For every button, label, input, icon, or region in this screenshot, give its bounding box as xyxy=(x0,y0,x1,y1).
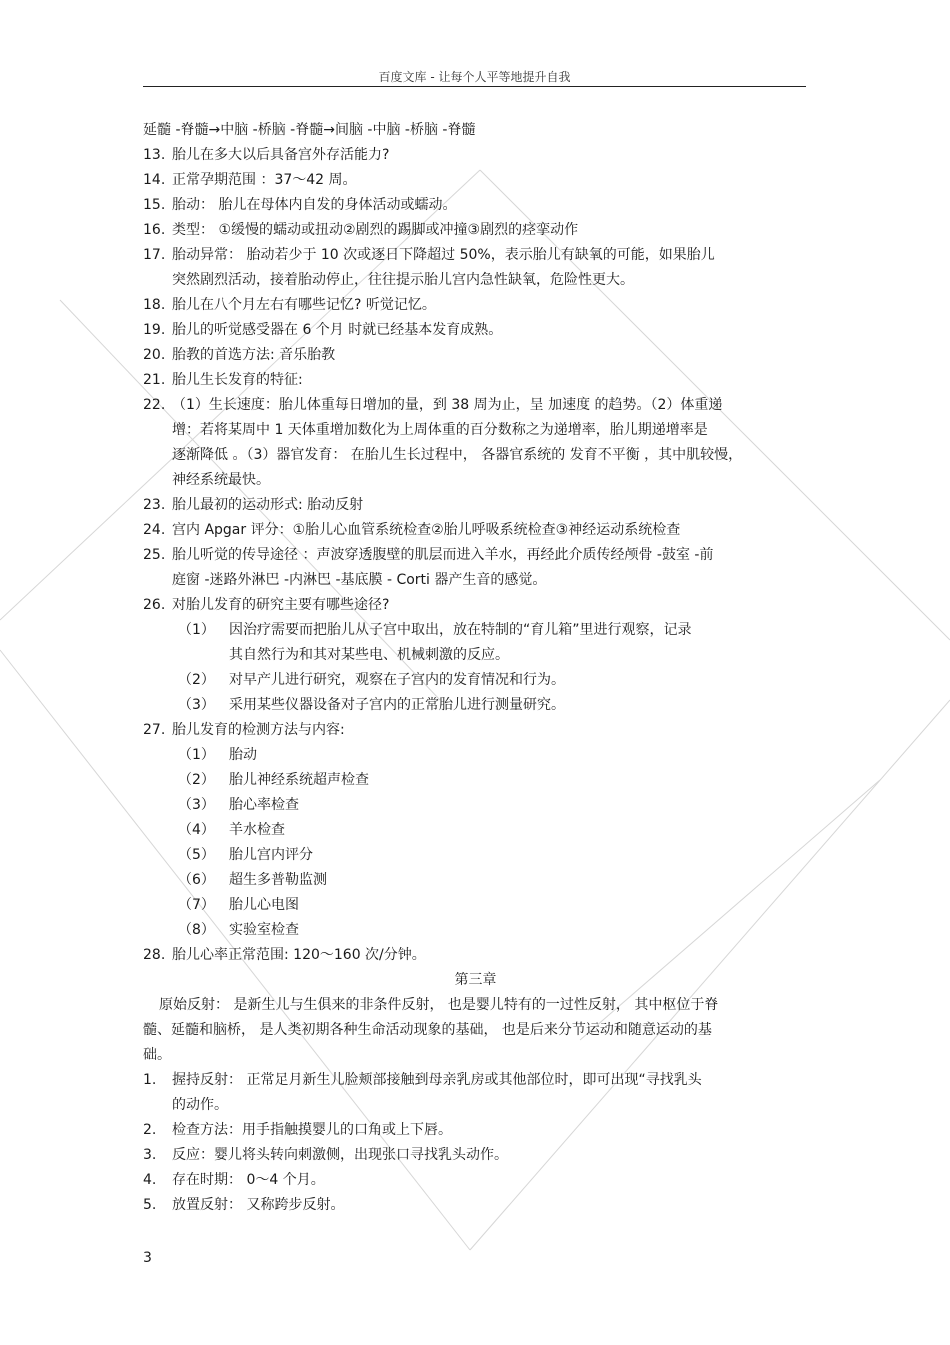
sub-list-item xyxy=(143,818,808,843)
list-item xyxy=(143,518,808,543)
sub-item-number: （4） xyxy=(178,822,215,838)
list-item xyxy=(143,1143,808,1168)
sub-item-text: 对早产儿进行研究，观察在子宫内的发育情况和行为。 xyxy=(229,672,565,688)
item-number: 21. xyxy=(143,372,166,388)
sub-item-text: 因治疗需要而把胎儿从子宫中取出，放在特制的“育儿箱”里进行观察，记录 xyxy=(229,622,692,638)
sub-list-item xyxy=(143,793,808,818)
item-text: 宫内 Apgar 评分：①胎儿心血管系统检查②胎儿呼吸系统检查③神经运动系统检查 xyxy=(172,522,681,538)
item-text: 胎儿在多大以后具备宫外存活能力? xyxy=(172,147,390,163)
item-text: 胎儿听觉的传导途径 ：声波穿透腹壁的肌层而进入羊水，再经此介质传经颅骨 -鼓室 -前 xyxy=(172,547,714,563)
item-text: 胎动： 胎儿在母体内自发的身体活动或蠕动。 xyxy=(172,197,457,213)
list-item xyxy=(143,943,808,968)
list-item xyxy=(143,593,808,618)
list-item xyxy=(143,168,808,193)
list-item xyxy=(143,318,808,343)
sub-item-number: （5） xyxy=(178,847,215,863)
item-number: 3. xyxy=(143,1147,157,1163)
item-text-continued: 庭窗 -迷路外淋巴 -内淋巴 -基底膜 - Corti 器产生音的感觉。 xyxy=(172,572,547,588)
sub-list-item xyxy=(143,843,808,868)
item-number: 24. xyxy=(143,522,166,538)
sub-item-text: 采用某些仪器设备对子宫内的正常胎儿进行测量研究。 xyxy=(229,697,565,713)
item-text-continued: 神经系统最快。 xyxy=(172,472,270,488)
list-item xyxy=(143,543,808,593)
document-body xyxy=(143,118,808,1218)
item-text: 胎儿生长发育的特征: xyxy=(172,372,303,388)
list-item xyxy=(143,1168,808,1193)
paragraph-line: 原始反射： 是新生儿与生俱来的非条件反射， 也是婴儿特有的一过性反射， 其中枢位于脊 xyxy=(159,997,719,1013)
item-number: 15. xyxy=(143,197,166,213)
item-text: 反应：婴儿将头转向刺激侧，出现张口寻找乳头动作。 xyxy=(172,1147,508,1163)
item-text: 胎儿发育的检测方法与内容: xyxy=(172,722,345,738)
sub-item-text: 胎儿神经系统超声检查 xyxy=(229,772,369,788)
sub-list-item xyxy=(143,618,808,668)
item-text: 胎儿在八个月左右有哪些记忆? 听觉记忆。 xyxy=(172,297,436,313)
sub-list-item xyxy=(143,693,808,718)
item-number: 28. xyxy=(143,947,166,963)
sub-item-number: （7） xyxy=(178,897,215,913)
list-item xyxy=(143,243,808,293)
list-item xyxy=(143,718,808,743)
sub-item-number: （6） xyxy=(178,872,215,888)
item-number: 26. xyxy=(143,597,166,613)
header-divider xyxy=(143,86,806,87)
list-item xyxy=(143,193,808,218)
item-text: 放置反射： 又称跨步反射。 xyxy=(172,1197,345,1213)
sub-list-item xyxy=(143,743,808,768)
list-item xyxy=(143,368,808,393)
item-text: 正常孕期范围 ：37～42 周。 xyxy=(172,172,357,188)
sub-list-item xyxy=(143,893,808,918)
item-number: 4. xyxy=(143,1172,157,1188)
sub-item-number: （3） xyxy=(178,797,215,813)
paragraph-line: 髓、延髓和脑桥， 是人类初期各种生命活动现象的基础， 也是后来分节运动和随意运动的基 xyxy=(143,1022,712,1038)
sub-item-number: （3） xyxy=(178,697,215,713)
list-item xyxy=(143,218,808,243)
list-item xyxy=(143,343,808,368)
item-text-continued: 突然剧烈活动，接着胎动停止，往往提示胎儿宫内急性缺氧，危险性更大。 xyxy=(172,272,634,288)
page-header: 百度文库 - 让每个人平等地提升自我 xyxy=(378,70,571,84)
item-number: 27. xyxy=(143,722,166,738)
sub-item-number: （1） xyxy=(178,747,215,763)
item-number: 18. xyxy=(143,297,166,313)
list-item xyxy=(143,1193,808,1218)
item-number: 19. xyxy=(143,322,166,338)
sub-list-item xyxy=(143,668,808,693)
sub-list-item xyxy=(143,768,808,793)
sub-item-number: （2） xyxy=(178,772,215,788)
item-text: （1）生长速度：胎儿体重每日增加的量，到 38 周为止，呈 加速度 的趋势。（2）体重递 xyxy=(172,397,723,413)
chapter-heading: 第三章 xyxy=(454,972,497,988)
sub-item-text: 羊水检查 xyxy=(229,822,285,838)
list-item xyxy=(143,143,808,168)
sub-item-text: 超生多普勒监测 xyxy=(229,872,327,888)
item-number: 1. xyxy=(143,1072,157,1088)
item-text: 胎儿心率正常范围: 120～160 次/分钟。 xyxy=(172,947,426,963)
sub-item-text: 实验室检查 xyxy=(229,922,299,938)
sub-item-text: 胎儿宫内评分 xyxy=(229,847,313,863)
item-number: 17. xyxy=(143,247,166,263)
sub-item-text: 胎儿心电图 xyxy=(229,897,299,913)
list-item xyxy=(143,1068,808,1118)
paragraph-line: 础。 xyxy=(143,1047,171,1063)
item-number: 23. xyxy=(143,497,166,513)
item-text: 类型： ①缓慢的蠕动或扭动②剧烈的踢脚或冲撞③剧烈的痉挛动作 xyxy=(172,222,579,238)
sub-list-item xyxy=(143,868,808,893)
item-text: 胎儿最初的运动形式: 胎动反射 xyxy=(172,497,364,513)
list-item xyxy=(143,293,808,318)
sub-list-item xyxy=(143,918,808,943)
text-line: 延髓 -脊髓→中脑 -桥脑 -脊髓→间脑 -中脑 -桥脑 -脊髓 xyxy=(143,122,476,138)
sub-item-text: 胎动 xyxy=(229,747,257,763)
sub-item-number: （2） xyxy=(178,672,215,688)
item-number: 22. xyxy=(143,397,166,413)
item-number: 20. xyxy=(143,347,166,363)
sub-item-text: 胎心率检查 xyxy=(229,797,299,813)
item-text: 存在时期： 0～4 个月。 xyxy=(172,1172,325,1188)
item-number: 2. xyxy=(143,1122,157,1138)
item-text: 握持反射： 正常足月新生儿脸颊部接触到母亲乳房或其他部位时，即可出现“寻找乳头 xyxy=(172,1072,702,1088)
item-number: 25. xyxy=(143,547,166,563)
sub-item-number: （1） xyxy=(178,622,215,638)
item-text: 对胎儿发育的研究主要有哪些途径? xyxy=(172,597,390,613)
item-text: 胎儿的听觉感受器在 6 个月 时就已经基本发育成熟。 xyxy=(172,322,503,338)
item-number: 13. xyxy=(143,147,166,163)
item-text: 胎教的首选方法: 音乐胎教 xyxy=(172,347,336,363)
item-text: 胎动异常： 胎动若少于 10 次或逐日下降超过 50%，表示胎儿有缺氧的可能，如果胎儿 xyxy=(172,247,715,263)
sub-item-text-continued: 其自然行为和其对某些电、机械刺激的反应。 xyxy=(229,647,509,663)
list-item xyxy=(143,393,808,493)
sub-item-number: （8） xyxy=(178,922,215,938)
item-number: 16. xyxy=(143,222,166,238)
item-number: 5. xyxy=(143,1197,157,1213)
list-item xyxy=(143,493,808,518)
list-item xyxy=(143,1118,808,1143)
item-text: 检查方法：用手指触摸婴儿的口角或上下唇。 xyxy=(172,1122,452,1138)
page-number: 3 xyxy=(143,1250,152,1266)
item-number: 14. xyxy=(143,172,166,188)
item-text-continued: 增：若将某周中 1 天体重增加数化为上周体重的百分数称之为递增率，胎儿期递增率是 xyxy=(172,422,708,438)
item-text-continued: 逐渐降低 。（3）器官发育： 在胎儿生长过程中， 各器官系统的 发育不平衡 ，其中肌较慢， xyxy=(172,447,743,463)
item-text-continued: 的动作。 xyxy=(172,1097,228,1113)
